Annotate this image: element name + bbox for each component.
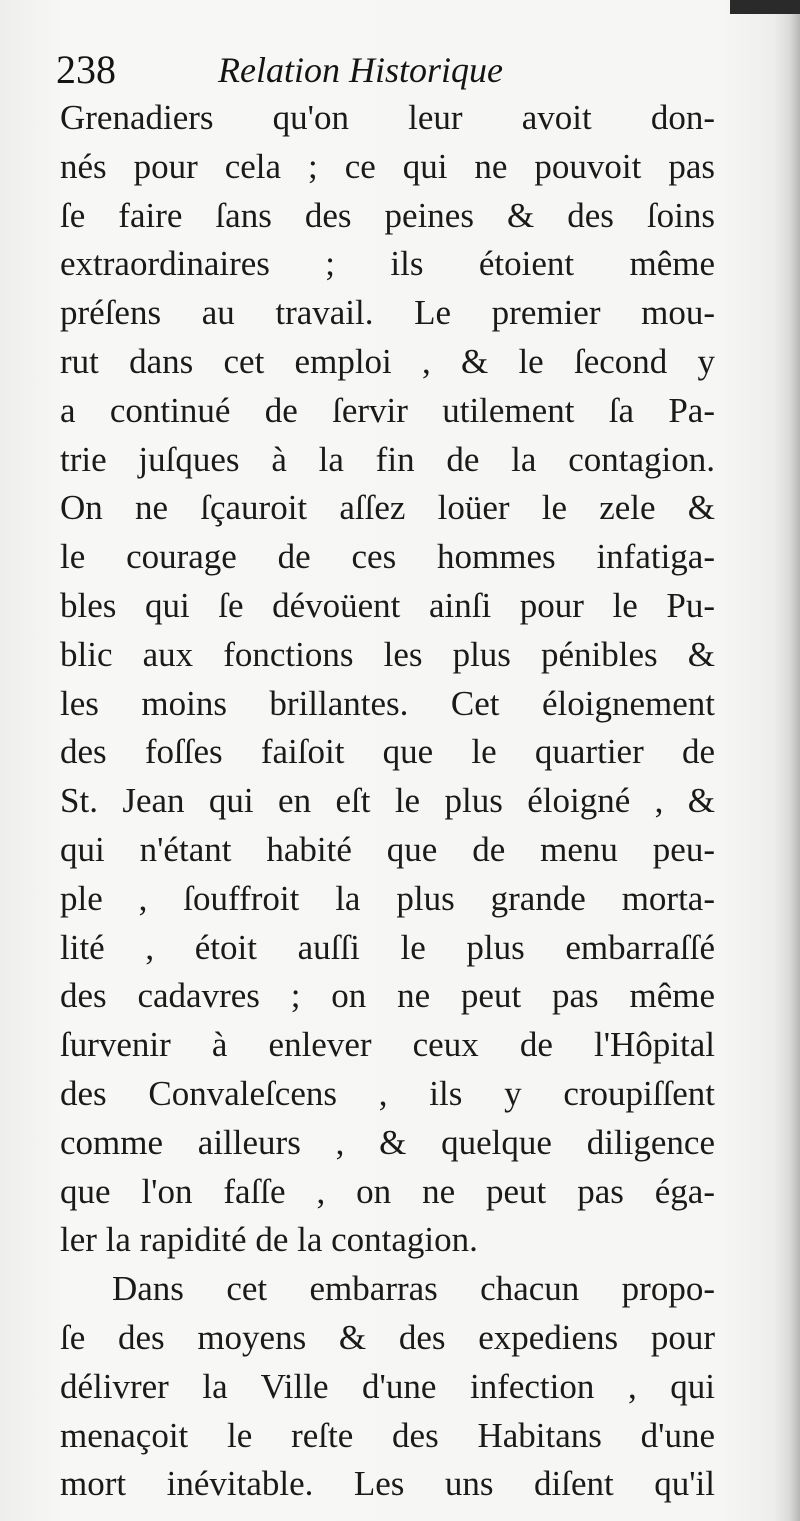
text-line: comme ailleurs , & quelque diligence	[60, 1122, 715, 1162]
text-line: le courage de ces hommes infatiga-	[60, 537, 715, 577]
text-line: mort inévitable. Les uns diſent qu'il	[60, 1464, 715, 1504]
text-line: lité , étoit auſſi le plus embarraſſé	[60, 927, 715, 967]
text-line: menaçoit le reſte des Habitans d'une	[60, 1415, 715, 1455]
text-line: que l'on faſſe , on ne peut pas éga-	[60, 1171, 715, 1211]
text-line: des Convaleſcens , ils y croupiſſent	[60, 1073, 715, 1113]
text-line: ſe faire ſans des peines & des ſoins	[60, 195, 715, 235]
page-shadow-edge	[774, 0, 800, 1521]
body-text	[60, 94, 715, 1509]
text-line: délivrer la Ville d'une infection , qui	[60, 1366, 715, 1406]
text-line: Grenadiers qu'on leur avoit don-	[60, 98, 715, 137]
text-line: les moins brillantes. Cet éloignement	[60, 683, 715, 723]
text-line: des cadavres ; on ne peut pas même	[60, 976, 715, 1016]
text-line: On ne ſçauroit aſſez loüer le zele &	[60, 488, 715, 528]
paragraph	[60, 94, 715, 1265]
text-line: qui n'étant habité que de menu peu-	[60, 829, 715, 869]
running-head: Relation Historique	[218, 50, 503, 90]
page-number: 238	[56, 47, 116, 92]
text-line: ſe des moyens & des expediens pour	[60, 1317, 715, 1357]
text-line: St. Jean qui en eſt le plus éloigné , &	[60, 781, 715, 821]
text-line: trie juſques à la fin de la contagion.	[60, 439, 715, 479]
paragraph	[60, 1265, 715, 1509]
text-line: Dans cet embarras chacun propo-	[112, 1269, 715, 1309]
text-line: bles qui ſe dévoüent ainſi pour le Pu-	[60, 585, 715, 625]
text-line: a continué de ſervir utilement ſa Pa-	[60, 390, 715, 430]
page-dark-corner	[730, 0, 800, 14]
text-line: nés pour cela ; ce qui ne pouvoit pas	[60, 146, 715, 186]
text-line: préſens au travail. Le premier mou-	[60, 293, 715, 333]
text-line: ſurvenir à enlever ceux de l'Hôpital	[60, 1025, 715, 1065]
text-line: rut dans cet emploi , & le ſecond y	[60, 341, 715, 381]
text-line: ple , ſouffroit la plus grande morta-	[60, 878, 715, 918]
text-line: ler la rapidité de la contagion.	[60, 1220, 478, 1260]
text-line: extraordinaires ; ils étoient même	[60, 244, 715, 284]
text-line: des foſſes faiſoit que le quartier de	[60, 732, 715, 772]
text-line: blic aux fonctions les plus pénibles &	[60, 634, 715, 674]
page-header	[56, 42, 756, 98]
